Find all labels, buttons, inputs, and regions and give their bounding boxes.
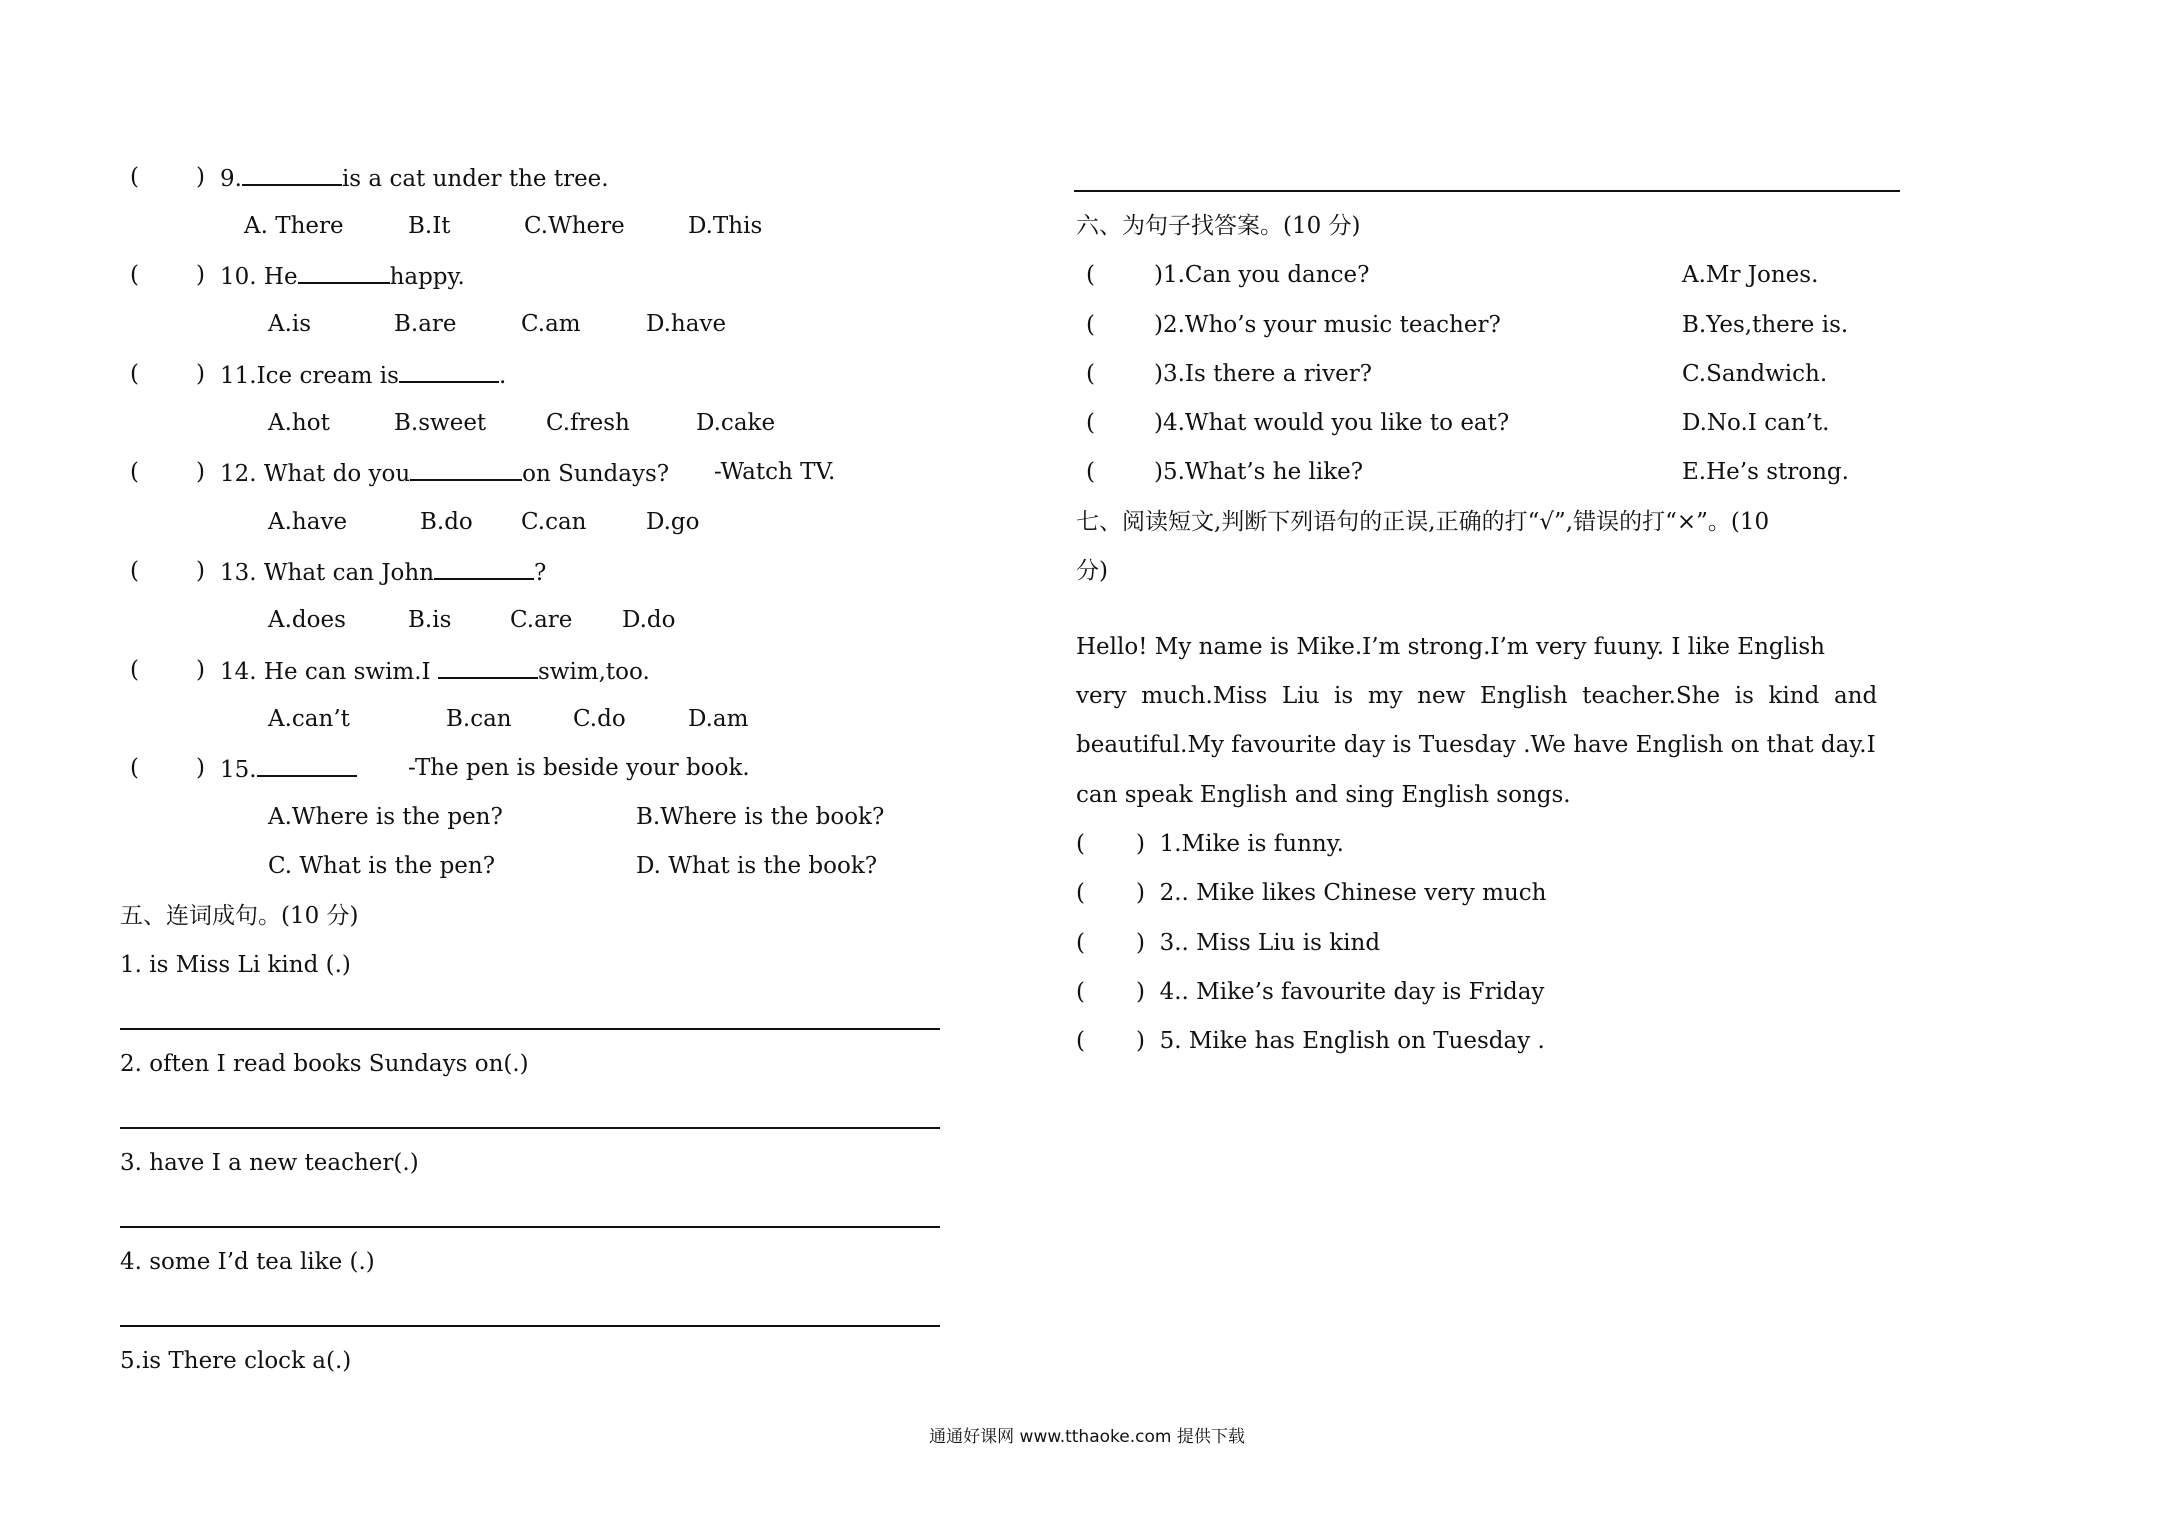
q9-option-a: A. There: [244, 213, 344, 239]
answer-blank[interactable]: [434, 556, 534, 580]
q12-stem: 12. What do you on Sundays?: [220, 457, 669, 489]
judge-item-1: ) 1.Mike is funny.: [1136, 831, 1344, 857]
section5-title: 五、连词成句。(10 分): [120, 903, 359, 929]
q9-stem: 9. is a cat under the tree.: [220, 162, 609, 194]
q13-option-b: B.is: [408, 607, 452, 633]
answer-blank[interactable]: [399, 359, 499, 383]
q14-paren-close: ): [196, 657, 205, 683]
answer-blank[interactable]: [257, 753, 357, 777]
s5-item-2: 2. often I read books Sundays on(.): [120, 1051, 529, 1077]
q14-paren: (: [130, 657, 139, 683]
footer-credit: 通通好课网 www.tthaoke.com 提供下载: [929, 1427, 1245, 1447]
q12-option-b: B.do: [420, 509, 473, 535]
q11-option-d: D.cake: [696, 410, 776, 436]
answer-line-4[interactable]: [120, 1325, 940, 1327]
q12-paren-close: ): [196, 459, 205, 485]
s6-question-1: )1.Can you dance?: [1154, 262, 1370, 288]
q12-option-c: C.can: [521, 509, 587, 535]
answer-blank[interactable]: [242, 162, 342, 186]
q9-option-c: C.Where: [524, 213, 625, 239]
s6-question-2: )2.Who’s your music teacher?: [1154, 312, 1501, 338]
section7-title-cont: 分): [1076, 558, 1108, 584]
q15-option-d: D. What is the book?: [636, 853, 878, 879]
s6-paren: (: [1086, 262, 1095, 288]
q15-option-b: B.Where is the book?: [636, 804, 885, 830]
q11-stem: 11.Ice cream is .: [220, 359, 506, 391]
s6-paren: (: [1086, 410, 1095, 436]
q12-option-a: A.have: [268, 509, 348, 535]
answer-line-top[interactable]: [1074, 190, 1900, 192]
q10-stem: 10. He happy.: [220, 260, 465, 292]
passage-line-1: Hello! My name is Mike.I’m strong.I’m very fuuny. I like English: [1076, 634, 1825, 660]
s5-item-1: 1. is Miss Li kind (.): [120, 952, 351, 978]
q9-option-d: D.This: [688, 213, 763, 239]
q15-option-a: A.Where is the pen?: [268, 804, 503, 830]
q9-paren-close: ): [196, 164, 205, 190]
answer-line-3[interactable]: [120, 1226, 940, 1228]
answer-line-2[interactable]: [120, 1127, 940, 1129]
s5-item-5: 5.is There clock a(.): [120, 1348, 352, 1374]
q14-option-b: B.can: [446, 706, 512, 732]
q13-option-c: C.are: [510, 607, 573, 633]
s6-answer-b: B.Yes,there is.: [1682, 312, 1849, 338]
q11-option-b: B.sweet: [394, 410, 487, 436]
q11-paren: (: [130, 361, 139, 387]
q14-option-a: A.can’t: [268, 706, 350, 732]
judge-item-2: ) 2.. Mike likes Chinese very much: [1136, 880, 1547, 906]
s6-question-5: )5.What’s he like?: [1154, 459, 1364, 485]
q15-paren: (: [130, 755, 139, 781]
q9-option-b: B.It: [408, 213, 451, 239]
section7-title: 七、阅读短文,判断下列语句的正误,正确的打“√”,错误的打“×”。(10: [1076, 509, 1770, 535]
passage-line-2: very much.Miss Liu is my new English teacher.She is kind and: [1076, 683, 1878, 709]
q14-stem: 14. He can swim.I swim,too.: [220, 655, 650, 687]
q15-option-c: C. What is the pen?: [268, 853, 496, 879]
q13-stem: 13. What can John ?: [220, 556, 546, 588]
q14-option-d: D.am: [688, 706, 749, 732]
q9-paren: (: [130, 164, 139, 190]
q15-response: -The pen is beside your book.: [408, 755, 750, 781]
s6-answer-c: C.Sandwich.: [1682, 361, 1828, 387]
judge-paren: (: [1076, 1028, 1085, 1054]
s6-question-3: )3.Is there a river?: [1154, 361, 1373, 387]
section6-title: 六、为句子找答案。(10 分): [1076, 213, 1361, 239]
s5-item-3: 3. have I a new teacher(.): [120, 1150, 419, 1176]
s6-paren: (: [1086, 361, 1095, 387]
q10-option-a: A.is: [268, 311, 312, 337]
judge-item-4: ) 4.. Mike’s favourite day is Friday: [1136, 979, 1545, 1005]
passage-line-3: beautiful.My favourite day is Tuesday .We have English on that day.I: [1076, 732, 1876, 758]
judge-paren: (: [1076, 979, 1085, 1005]
q13-paren-close: ): [196, 558, 205, 584]
q12-response: -Watch TV.: [714, 459, 836, 485]
s6-paren: (: [1086, 312, 1095, 338]
s6-answer-d: D.No.I can’t.: [1682, 410, 1830, 436]
answer-line-1[interactable]: [120, 1028, 940, 1030]
q14-option-c: C.do: [573, 706, 626, 732]
q12-paren: (: [130, 459, 139, 485]
q13-option-d: D.do: [622, 607, 676, 633]
q11-option-a: A.hot: [268, 410, 330, 436]
answer-blank[interactable]: [298, 260, 390, 284]
s6-question-4: )4.What would you like to eat?: [1154, 410, 1510, 436]
judge-item-3: ) 3.. Miss Liu is kind: [1136, 930, 1381, 956]
judge-paren: (: [1076, 930, 1085, 956]
answer-blank[interactable]: [410, 457, 522, 481]
q10-option-c: C.am: [521, 311, 581, 337]
s5-item-4: 4. some I’d tea like (.): [120, 1249, 375, 1275]
judge-item-5: ) 5. Mike has English on Tuesday .: [1136, 1028, 1545, 1054]
q10-option-d: D.have: [646, 311, 727, 337]
q15-paren-close: ): [196, 755, 205, 781]
q10-paren-close: ): [196, 262, 205, 288]
q10-paren: (: [130, 262, 139, 288]
passage-line-4: can speak English and sing English songs.: [1076, 782, 1571, 808]
q11-option-c: C.fresh: [546, 410, 630, 436]
s6-paren: (: [1086, 459, 1095, 485]
q11-paren-close: ): [196, 361, 205, 387]
s6-answer-a: A.Mr Jones.: [1682, 262, 1819, 288]
q13-option-a: A.does: [268, 607, 346, 633]
judge-paren: (: [1076, 880, 1085, 906]
q13-paren: (: [130, 558, 139, 584]
s6-answer-e: E.He’s strong.: [1682, 459, 1849, 485]
q10-option-b: B.are: [394, 311, 457, 337]
answer-blank[interactable]: [438, 655, 538, 679]
q12-option-d: D.go: [646, 509, 700, 535]
judge-paren: (: [1076, 831, 1085, 857]
q15-stem: 15.: [220, 753, 357, 785]
